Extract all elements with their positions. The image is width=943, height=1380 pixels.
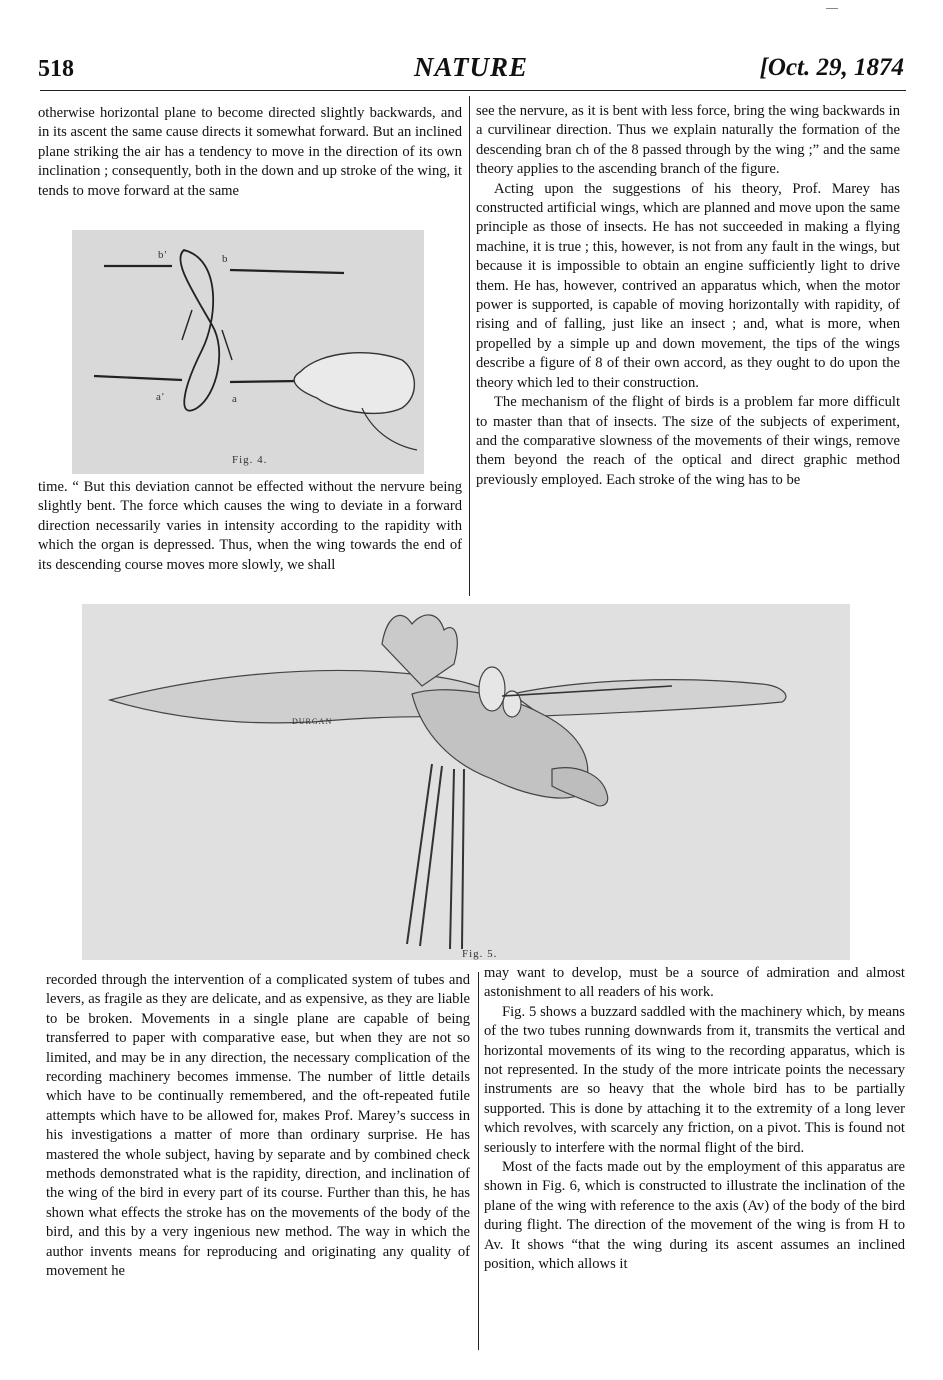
buzzard-illustration — [82, 604, 850, 960]
figure-5-caption: Fig. 5. — [462, 948, 498, 960]
top-right-column — [476, 102, 900, 490]
paragraph: may want to develop, must be a source of admiration and almost astonishment to all readers of his work. — [484, 965, 905, 1001]
paragraph: Acting upon the suggestions of his theory, Prof. Marey has constructed artificial wings, which are planned and move upon the same principle as those of insects. He has not succeeded in making a flying machine, it is true ; this, however, is not from any fault in the wings, but because it is impossible to obtain an engine sufficiently light to drive them. He has, however, contrived an apparatus which, when the motor power is supported, is capable of moving horizontally with rapidity, of rising and of falling, just like an insect ; and, what is more, when propelled by a simple up and down movement, the tips of the wings describe a figure of 8 of their own accord, as they ought to do upon the theory which led to their construction. — [476, 180, 900, 391]
bottom-left-column — [46, 971, 470, 1282]
paragraph: recorded through the intervention of a complicated system of tubes and levers, as fragile as they are delicate, and as expensive, as they are liable to be broken. Movements in a single plane are capable of being transferred to paper with comparative ease, but when they are not so limited, and may be in any direction, the necessary complication of the recording machinery becomes immense. The number of little details which have to be continually remembered, and the oft-repeated futile attempts which have to be allowed for, makes Prof. Marey’s success in his investigations a matter of more than ordinary surprise. He has mastered the whole subject, having by separate and by combined check methods demonstrated what is the rapidity, direction, and inclination of the wing of the bird in every part of its course. Further than this, he has shown what effects the stroke has on the movements of the body of the bird, and this by a very ingenious new method. The way in which the author invents means for reproducing and originating any quality of movement he — [46, 972, 470, 1280]
column-divider-top — [469, 96, 470, 596]
page-number: 518 — [38, 56, 74, 82]
label-b-prime: b' — [158, 249, 168, 261]
label-b: b — [222, 253, 229, 265]
paragraph: Most of the facts made out by the employment of this apparatus are shown in Fig. 6, which is constructed to illustrate the inclination of the plane of the wing with reference to the axis (Av) of the body of the bird during flight. The direction of the movement of the wing is from H to Av. It shows “that the wing during its ascent assumes an inclined position, which allows it — [484, 1159, 905, 1273]
figure-8-wing-diagram — [72, 230, 424, 474]
figure-4 — [72, 230, 424, 474]
figure-5 — [82, 604, 850, 960]
running-header — [38, 52, 904, 88]
header-rule — [40, 90, 906, 91]
engraver-signature: DURGAN — [292, 717, 333, 726]
issue-date: [Oct. 29, 1874 — [759, 54, 904, 81]
paragraph: time. “ But this deviation cannot be effected without the nervure being slightly bent. The force which causes the wing to deviate in a forward direction necessarily varies in intensity according to the rapidity with which the organ is depressed. Thus, when the wing towards the end of its descending course moves more slowly, we shall — [38, 479, 462, 573]
column-divider-bottom — [478, 972, 479, 1350]
bottom-right-column — [484, 964, 905, 1275]
left-column-continued — [38, 478, 462, 575]
page-corner-mark — [826, 8, 838, 13]
paragraph: The mechanism of the flight of birds is a problem far more difficult to master than that of insects. The size of the subjects of experiment, and the comparative slowness of the movements of their wings, remove them beyond the reach of the optical and direct graphic method previously employed. Each stroke of the wing has to be — [476, 394, 900, 488]
paragraph: see the nervure, as it is bent with less force, bring the wing backwards in a curvilinear direction. Thus we explain naturally the formation of the descending bran ch of the 8 passed through by the wing ;” and the same theory applies to the ascending branch of the figure. — [476, 103, 900, 178]
paragraph: otherwise horizontal plane to become directed slightly backwards, and in its ascent the same cause directs it somewhat forward. But an inclined plane striking the air has a tendency to move in the direction of its own inclination ; consequently, both in the down and up stroke of the wing, it tends to move forward at the same — [38, 105, 462, 199]
top-left-column — [38, 104, 462, 201]
figure-4-caption: Fig. 4. — [232, 454, 268, 466]
journal-title: NATURE — [413, 52, 529, 82]
label-a: a — [232, 393, 238, 405]
label-a-prime: a' — [156, 391, 165, 403]
paragraph: Fig. 5 shows a buzzard saddled with the machinery which, by means of the two tubes running downwards from it, transmits the vertical and horizontal movements of its wing to the recording apparatus, which is not represented. In the study of the more intricate points the necessary instruments are so heavy that the whole bird has to be partially supported. This is done by attaching it to the extremity of a long lever which revolves, with scarcely any friction, on a pivot. This is found not seriously to interfere with the normal flight of the bird. — [484, 1003, 905, 1156]
